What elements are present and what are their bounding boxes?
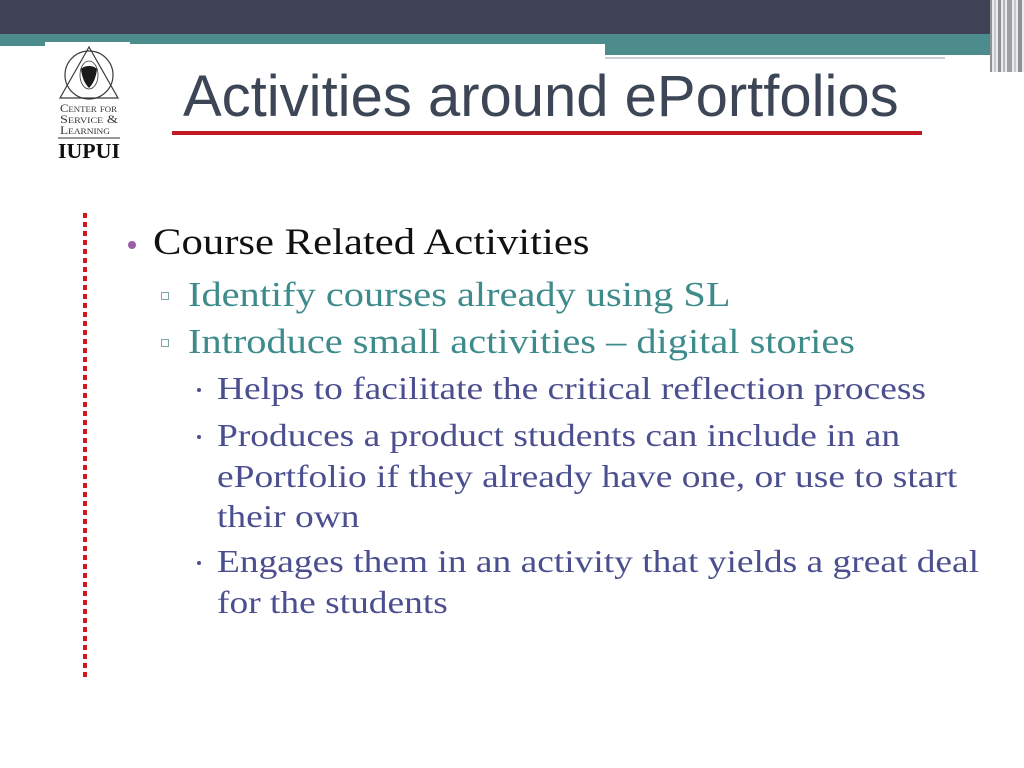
bullet-text-level2: Identify courses already using SL: [188, 276, 731, 314]
header-banner-teal-step: [605, 46, 990, 55]
slide-title: Activities around ePortfolios: [183, 64, 899, 129]
bullet-text-level3-line: Produces a product students can include in an: [217, 417, 901, 453]
logo-graphic: [45, 42, 130, 164]
dotted-margin-rule: [83, 213, 87, 680]
logo-text-line-3: Learning: [60, 125, 111, 137]
decorative-stripes: [990, 0, 1024, 72]
hollow-square-bullet-icon: [161, 339, 169, 347]
bullet-text-level2: Introduce small activities – digital stories: [188, 323, 855, 361]
logo-wordmark: IUPUI: [58, 139, 120, 163]
bullet-text-level3-line: Helps to facilitate the critical reflection process: [217, 370, 926, 406]
header-banner-dark: [0, 0, 990, 34]
small-dot-bullet-icon: [197, 435, 201, 439]
center-for-service-learning-logo: [45, 42, 130, 164]
bullet-text-level3-line: ePortfolio if they already have one, or use to start: [217, 458, 958, 494]
logo-text-line-2: Service &: [60, 114, 119, 126]
small-dot-bullet-icon: [197, 388, 201, 392]
hollow-square-bullet-icon: [161, 292, 169, 300]
bullet-text-level3-line: their own: [217, 498, 360, 534]
small-dot-bullet-icon: [197, 561, 201, 565]
service-learning-emblem-icon: [60, 47, 118, 99]
bullet-text-level3-line: for the students: [217, 584, 448, 620]
logo-text-line-1: Center for: [60, 103, 118, 115]
header-rule-left: [130, 44, 605, 46]
bullet-text-level3-line: Engages them in an activity that yields a great deal: [217, 543, 980, 579]
round-bullet-icon: [128, 241, 136, 249]
bullet-text-level1: Course Related Activities: [153, 221, 590, 262]
title-underline: [172, 131, 922, 135]
header-rule-right: [605, 57, 945, 59]
